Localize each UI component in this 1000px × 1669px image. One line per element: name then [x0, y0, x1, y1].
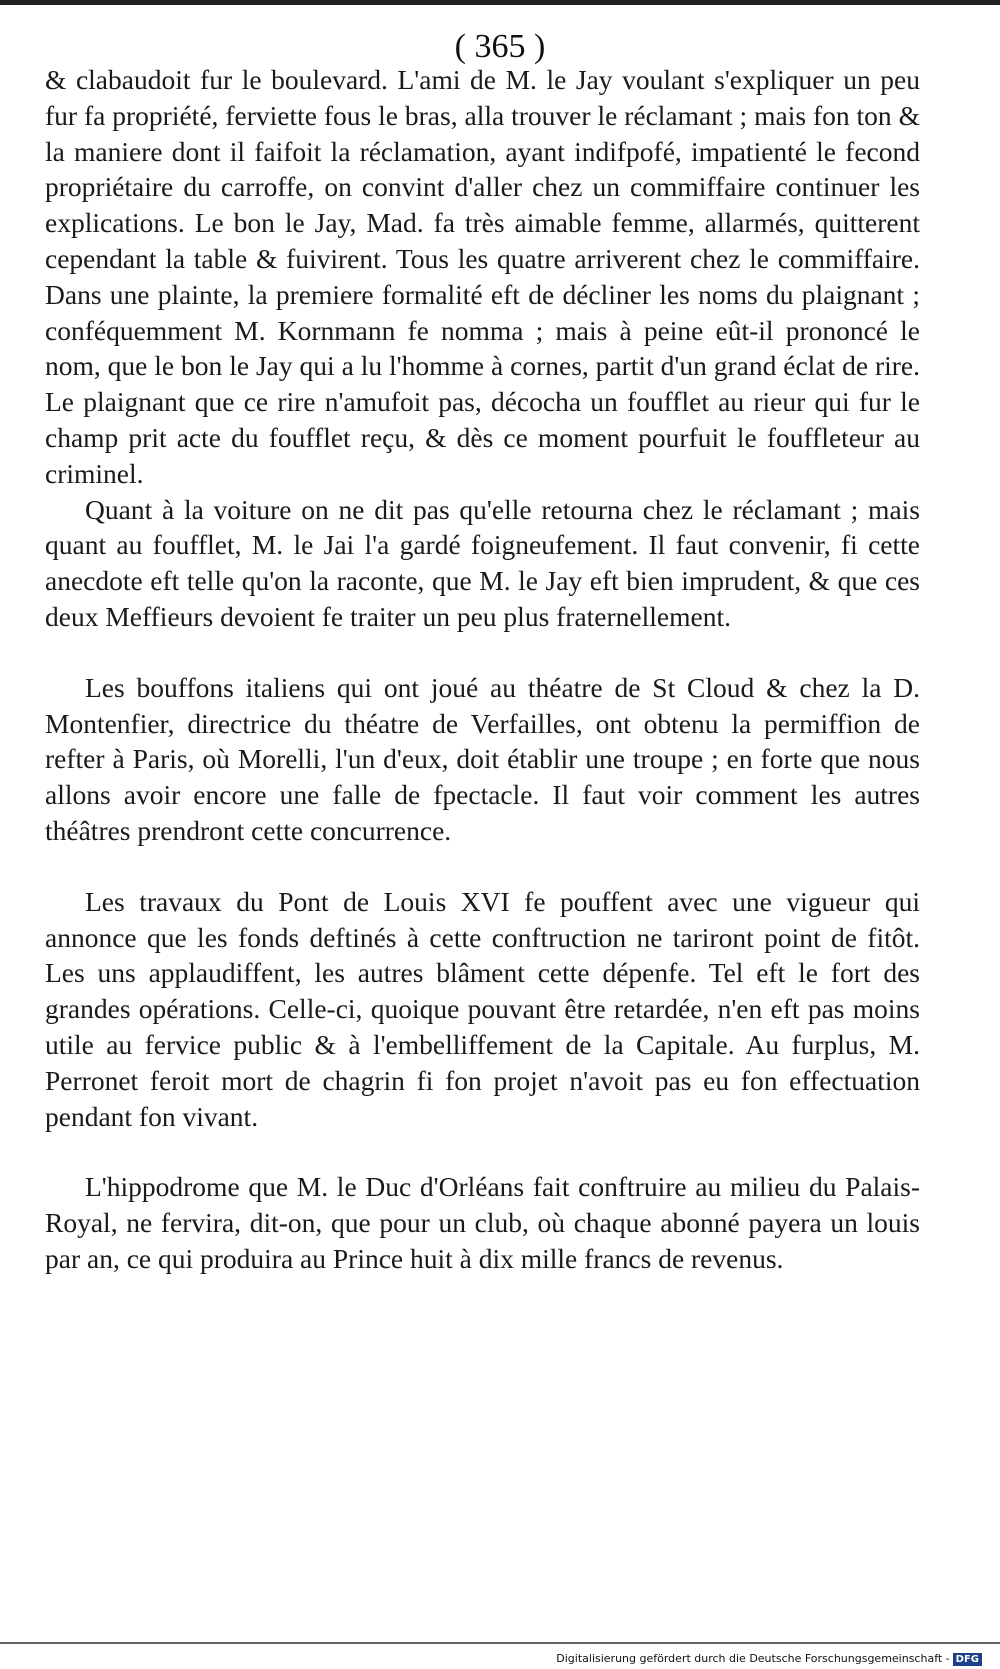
paragraph-2: Quant à la voiture on ne dit pas qu'elle retourna chez le réclamant ; mais quant au foufflet, M. le Jai l'a gardé foigneufement. Il faut convenir, fi cette anecdote eft telle qu'on la raconte, que M. le Jay eft bien imprudent, & que ces deux Meffieurs devoient fe traiter un peu plus fraternellement.: [45, 493, 920, 632]
paragraph-3: Les bouffons italiens qui ont joué au théatre de St Cloud & chez la D. Montenfier, directrice du théatre de Verfailles, ont obtenu la permiffion de refter à Paris, où Morelli, l'un d'eux, doit établir une troupe ; en forte que nous allons avoir encore une falle de fpectacle. Il faut voir comment les autres théâtres prendront cette concurrence.: [45, 671, 920, 846]
dfg-logo: DFG: [953, 1653, 982, 1666]
paragraph-gap: [45, 635, 920, 670]
body-text: [45, 62, 920, 1277]
paragraph-1: & clabaudoit fur le boulevard. L'ami de M. le Jay voulant s'expliquer un peu fur fa propriété, ferviette fous le bras, alla trouver le réclamant ; mais fon ton & la maniere dont il faifoit la réclamation, ayant indifpofé, impatienté le fecond propriétaire du carroffe, on convint d'aller chez un commiffaire continuer les explications. Le bon le Jay, Mad. fa très aimable femme, allarmés, quitterent cependant la table & fuivirent. Tous les quatre arriverent chez le commiffaire. Dans une plainte, la premiere formalité eft de décliner les noms du plaignant ; conféquemment M. Kornmann fe nomma ; mais à peine eût-il prononcé le nom, que le bon le Jay qui a lu l'homme à cornes, partit d'un grand éclat de rire. Le plaignant que ce rire n'amufoit pas, décocha un foufflet au rieur qui fur le champ prit acte du foufflet reçu, & dès ce moment pourfuit le fouffleteur au criminel.: [45, 64, 920, 489]
page-number: ( 365 ): [454, 28, 546, 65]
digitization-footer: [556, 1652, 982, 1666]
paragraph-4: Les travaux du Pont de Louis XVI fe pouffent avec une vigueur qui annonce que les fonds deftinés à cette conftruction ne tariront point de fitôt. Les uns applaudiffent, les autres blâment cette dépenfe. Tel eft le fort des grandes opérations. Celle-ci, quoique pouvant être retardée, n'en eft pas moins utile au fervice public & à l'embelliffement de la Capitale. Au furplus, M. Perronet feroit mort de chagrin fi fon projet n'avoit pas eu fon effectuation pendant fon vivant.: [45, 885, 920, 1132]
footer-divider: [0, 1642, 1000, 1644]
page-top-edge: [0, 0, 1000, 5]
paragraph-gap: [45, 849, 920, 884]
paragraph-gap: [45, 1134, 920, 1169]
footer-credit: Digitalisierung gefördert durch die Deutsche Forschungsgemeinschaft -: [556, 1652, 950, 1665]
paragraph-5: L'hippodrome que M. le Duc d'Orléans fait conftruire au milieu du Palais-Royal, ne fervira, dit-on, que pour un club, où chaque abonné payera un louis par an, ce qui produira au Prince huit à dix mille francs de revenus.: [45, 1171, 920, 1274]
